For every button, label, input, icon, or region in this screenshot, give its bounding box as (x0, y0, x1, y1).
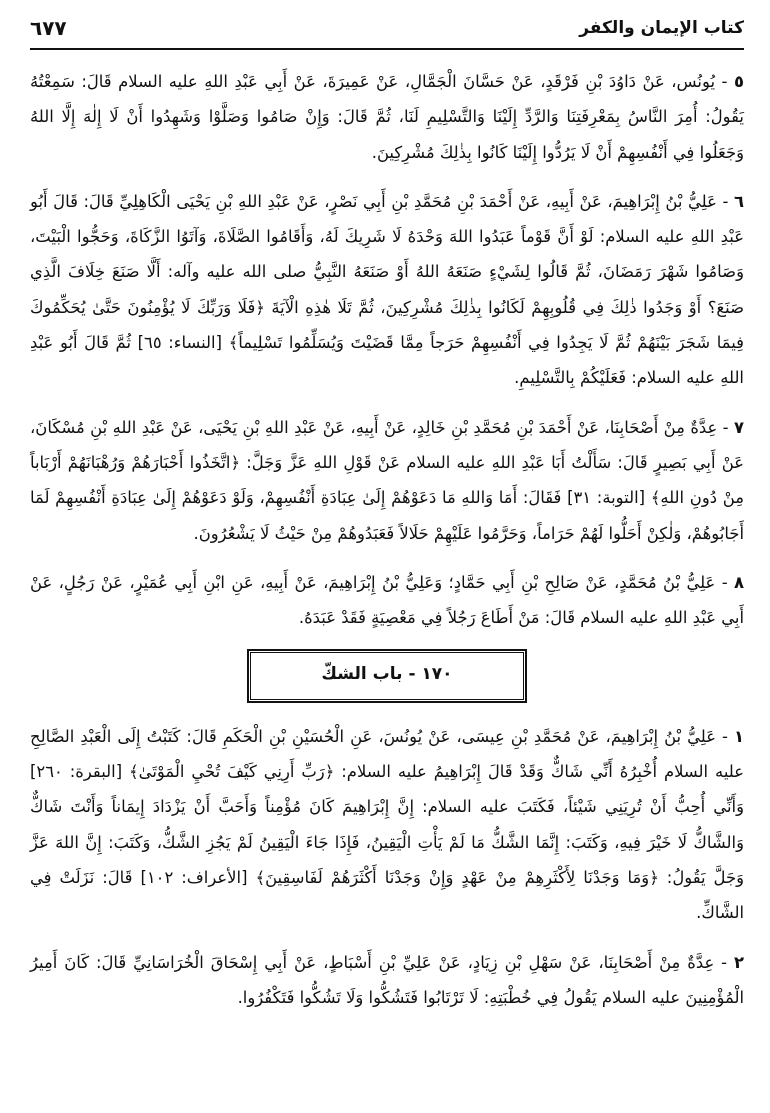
hadith-number: ٢ (733, 952, 744, 972)
hadith-number: ٧ (733, 417, 744, 437)
chapter-title: ١٧٠ - باب الشكّ (250, 652, 523, 699)
page-header (30, 14, 744, 50)
chapter-heading (30, 649, 744, 702)
hadith-number: ٦ (733, 191, 744, 211)
hadith-paragraph: ١ - عَلِيُّ بْنُ إِبْرَاهِيمَ، عَنْ مُحَمَّدِ بْنِ عِيسَى، عَنْ يُونُسَ، عَنِ الْحُسَيْنِ بْنِ الْحَكَمِ قَالَ: كَتَبْتُ إِلَى الْعَبْدِ الصَّالِحِ عليه السلام أُخْبِرُهُ أَنِّي شَاكٌّ وَقَدْ قَالَ إِبْرَاهِيمُ عليه السلام: ﴿رَبِّ أَرِنِي كَيْفَ تُحْيِ الْمَوْتَىٰ﴾ [البقرة: ٢٦٠] وَأَنِّي أُحِبُّ أَنْ تُرِيَنِي شَيْئاً، فَكَتَبَ عليه السلام: إِنَّ إِبْرَاهِيمَ كَانَ مُؤْمِناً وَأَحَبَّ أَنْ يَزْدَادَ إِيمَاناً وَأَنْتَ شَاكٌّ وَالشَّاكُّ لَا خَيْرَ فِيهِ، وَكَتَبَ: إِنَّمَا الشَّكُّ مَا لَمْ يَأْتِ الْيَقِينُ، فَإِذَا جَاءَ الْيَقِينُ لَمْ يَجُزِ الشَّكُّ، وَكَتَبَ: إِنَّ اللهَ عَزَّ وَجَلَّ يَقُولُ: ﴿وَمَا وَجَدْنَا لِأَكْثَرِهِمْ مِنْ عَهْدٍ وَإِنْ وَجَدْنَا أَكْثَرَهُمْ لَفَاسِقِينَ﴾ [الأعراف: ١٠٢] قَالَ: نَزَلَتْ فِي الشَّاكِّ. (30, 726, 745, 923)
page-body (30, 64, 744, 1029)
hadith-text: عِدَّةٌ مِنْ أَصْحَابِنَا، عَنْ سَهْلِ بْنِ زِيَادٍ، عَنْ عَلِيِّ بْنِ أَسْبَاطٍ، عَنْ أَبِي إِسْحَاقَ الْخُرَاسَانِيِّ قَالَ: كَانَ أَمِيرُ الْمُؤْمِنِينَ عليه السلام يَقُولُ فِي خُطْبَتِهِ: لَا تَرْتَابُوا فَتَشُكُّوا وَلَا تَشُكُّوا فَتَكْفُرُوا. (30, 952, 744, 1007)
chapter-frame (247, 649, 526, 702)
hadith-number: ١ (733, 726, 744, 746)
hadith-number: ٨ (733, 572, 744, 592)
hadith-text: يُونُس، عَنْ دَاوُدَ بْنِ فَرْقَدٍ، عَنْ حَسَّانَ الْجَمَّالِ، عَنْ عَمِيرَةَ، عَنْ أَبِي عَبْدِ اللهِ عليه السلام قَالَ: سَمِعْتُهُ يَقُولُ: أُمِرَ النَّاسُ بِمَعْرِفَتِنَا وَالرَّدِّ إِلَيْنَا وَالتَّسْلِيمِ لَنَا، ثُمَّ قَالَ: وَإِنْ صَامُوا وَصَلَّوْا وَشَهِدُوا أَنْ لَا إِلٰهَ إِلَّا اللهُ وَجَعَلُوا فِي أَنْفُسِهِمْ أَنْ لَا يَرُدُّوا إِلَيْنَا كَانُوا بِذٰلِكَ مُشْرِكِينَ. (30, 72, 744, 162)
hadith-text: عَلِيُّ بْنُ إِبْرَاهِيمَ، عَنْ أَبِيهِ، عَنْ أَحْمَدَ بْنِ مُحَمَّدِ بْنِ أَبِي نَصْرٍ، عَنْ عَبْدِ اللهِ بْنِ يَحْيَى الْكَاهِلِيِّ قَالَ: قَالَ أَبُو عَبْدِ اللهِ عليه السلام: لَوْ أَنَّ قَوْماً عَبَدُوا اللهَ وَحْدَهُ لَا شَرِيكَ لَهُ، وَأَقَامُوا الصَّلَاةَ، وَآتَوُا الزَّكَاةَ، وَحَجُّوا الْبَيْتَ، وَصَامُوا شَهْرَ رَمَضَانَ، ثُمَّ قَالُوا لِشَيْءٍ صَنَعَهُ اللهُ أَوْ صَنَعَهُ النَّبِيُّ صلى الله عليه وآله: أَلَّا صَنَعَ خِلَافَ الَّذِي صَنَعَ؟ أَوْ وَجَدُوا ذٰلِكَ فِي قُلُوبِهِمْ لَكَانُوا بِذٰلِكَ مُشْرِكِينَ، ثُمَّ تَلَا هٰذِهِ الْآيَةَ ﴿فَلَا وَرَبِّكَ لَا يُؤْمِنُونَ حَتَّىٰ يُحَكِّمُوكَ فِيمَا شَجَرَ بَيْنَهُمْ ثُمَّ لَا يَجِدُوا فِي أَنْفُسِهِمْ حَرَجاً مِمَّا قَضَيْتَ وَيُسَلِّمُوا تَسْلِيماً﴾ [النساء: ٦٥] ثُمَّ قَالَ أَبُو عَبْدِ اللهِ عليه السلام: فَعَلَيْكُمْ بِالتَّسْلِيمِ. (30, 191, 745, 388)
hadith-paragraph: ٢ - عِدَّةٌ مِنْ أَصْحَابِنَا، عَنْ سَهْلِ بْنِ زِيَادٍ، عَنْ عَلِيِّ بْنِ أَسْبَاطٍ، عَنْ أَبِي إِسْحَاقَ الْخُرَاسَانِيِّ قَالَ: كَانَ أَمِيرُ الْمُؤْمِنِينَ عليه السلام يَقُولُ فِي خُطْبَتِهِ: لَا تَرْتَابُوا فَتَشُكُّوا وَلَا تَشُكُّوا فَتَكْفُرُوا. (30, 952, 744, 1007)
hadith-paragraph: ٨ - عَلِيُّ بْنُ مُحَمَّدٍ، عَنْ صَالِحِ بْنِ أَبِي حَمَّادٍ؛ وَعَلِيُّ بْنُ إِبْرَاهِيمَ، عَنْ أَبِيهِ، عَنِ ابْنِ أَبِي عُمَيْرٍ، عَنْ رَجُلٍ، عَنْ أَبِي عَبْدِ اللهِ عليه السلام قَالَ: مَنْ أَطَاعَ رَجُلاً فِي مَعْصِيَةٍ فَقَدْ عَبَدَهُ. (30, 572, 744, 628)
hadith-text: عِدَّةٌ مِنْ أَصْحَابِنَا، عَنْ أَحْمَدَ بْنِ مُحَمَّدِ بْنِ خَالِدٍ، عَنْ أَبِيهِ، عَنْ عَبْدِ اللهِ بْنِ يَحْيَى، عَنْ عَبْدِ اللهِ بْنِ مُسْكَانَ، عَنْ أَبِي بَصِيرٍ قَالَ: سَأَلْتُ أَبَا عَبْدِ اللهِ عليه السلام عَنْ قَوْلِ اللهِ عَزَّ وَجَلَّ: ﴿اتَّخَذُوا أَحْبَارَهُمْ وَرُهْبَانَهُمْ أَرْبَاباً مِنْ دُونِ اللهِ﴾ [التوبة: ٣١] فَقَالَ: أَمَا وَاللهِ مَا دَعَوْهُمْ إِلَىٰ عِبَادَةِ أَنْفُسِهِمْ، وَلَوْ دَعَوْهُمْ إِلَىٰ عِبَادَةِ أَنْفُسِهِمْ لَمَا أَجَابُوهُمْ، وَلٰكِنْ أَحَلُّوا لَهُمْ حَرَاماً، وَحَرَّمُوا عَلَيْهِمْ حَلَالاً فَعَبَدُوهُمْ مِنْ حَيْثُ لَا يَشْعُرُونَ. (30, 417, 744, 543)
book-title: كتاب الإيمان والكفر (579, 18, 744, 38)
page-number: ٦٧٧ (30, 16, 67, 40)
hadith-number: ٥ (733, 72, 744, 91)
hadith-text: عَلِيُّ بْنُ مُحَمَّدٍ، عَنْ صَالِحِ بْنِ أَبِي حَمَّادٍ؛ وَعَلِيُّ بْنُ إِبْرَاهِيمَ، عَنْ أَبِيهِ، عَنِ ابْنِ أَبِي عُمَيْرٍ، عَنْ رَجُلٍ، عَنْ أَبِي عَبْدِ اللهِ عليه السلام قَالَ: مَنْ أَطَاعَ رَجُلاً فِي مَعْصِيَةٍ فَقَدْ عَبَدَهُ. (30, 572, 744, 628)
hadith-paragraph: ٧ - عِدَّةٌ مِنْ أَصْحَابِنَا، عَنْ أَحْمَدَ بْنِ مُحَمَّدِ بْنِ خَالِدٍ، عَنْ أَبِيهِ، عَنْ عَبْدِ اللهِ بْنِ يَحْيَى، عَنْ عَبْدِ اللهِ بْنِ مُسْكَانَ، عَنْ أَبِي بَصِيرٍ قَالَ: سَأَلْتُ أَبَا عَبْدِ اللهِ عليه السلام عَنْ قَوْلِ اللهِ عَزَّ وَجَلَّ: ﴿اتَّخَذُوا أَحْبَارَهُمْ وَرُهْبَانَهُمْ أَرْبَاباً مِنْ دُونِ اللهِ﴾ [التوبة: ٣١] فَقَالَ: أَمَا وَاللهِ مَا دَعَوْهُمْ إِلَىٰ عِبَادَةِ أَنْفُسِهِمْ، وَلَوْ دَعَوْهُمْ إِلَىٰ عِبَادَةِ أَنْفُسِهِمْ لَمَا أَجَابُوهُمْ، وَلٰكِنْ أَحَلُّوا لَهُمْ حَرَاماً، وَحَرَّمُوا عَلَيْهِمْ حَلَالاً فَعَبَدُوهُمْ مِنْ حَيْثُ لَا يَشْعُرُونَ. (30, 417, 744, 543)
hadith-paragraph: ٥ - يُونُس، عَنْ دَاوُدَ بْنِ فَرْقَدٍ، عَنْ حَسَّانَ الْجَمَّالِ، عَنْ عَمِيرَةَ، عَنْ أَبِي عَبْدِ اللهِ عليه السلام قَالَ: سَمِعْتُهُ يَقُولُ: أُمِرَ النَّاسُ بِمَعْرِفَتِنَا وَالرَّدِّ إِلَيْنَا وَالتَّسْلِيمِ لَنَا، ثُمَّ قَالَ: وَإِنْ صَامُوا وَصَلَّوْا وَشَهِدُوا أَنْ لَا إِلٰهَ إِلَّا اللهُ وَجَعَلُوا فِي أَنْفُسِهِمْ أَنْ لَا يَرُدُّوا إِلَيْنَا كَانُوا بِذٰلِكَ مُشْرِكِينَ. (30, 72, 744, 162)
hadith-paragraph: ٦ - عَلِيُّ بْنُ إِبْرَاهِيمَ، عَنْ أَبِيهِ، عَنْ أَحْمَدَ بْنِ مُحَمَّدِ بْنِ أَبِي نَصْرٍ، عَنْ عَبْدِ اللهِ بْنِ يَحْيَى الْكَاهِلِيِّ قَالَ: قَالَ أَبُو عَبْدِ اللهِ عليه السلام: لَوْ أَنَّ قَوْماً عَبَدُوا اللهَ وَحْدَهُ لَا شَرِيكَ لَهُ، وَأَقَامُوا الصَّلَاةَ، وَآتَوُا الزَّكَاةَ، وَحَجُّوا الْبَيْتَ، وَصَامُوا شَهْرَ رَمَضَانَ، ثُمَّ قَالُوا لِشَيْءٍ صَنَعَهُ اللهُ أَوْ صَنَعَهُ النَّبِيُّ صلى الله عليه وآله: أَلَّا صَنَعَ خِلَافَ الَّذِي صَنَعَ؟ أَوْ وَجَدُوا ذٰلِكَ فِي قُلُوبِهِمْ لَكَانُوا بِذٰلِكَ مُشْرِكِينَ، ثُمَّ تَلَا هٰذِهِ الْآيَةَ ﴿فَلَا وَرَبِّكَ لَا يُؤْمِنُونَ حَتَّىٰ يُحَكِّمُوكَ فِيمَا شَجَرَ بَيْنَهُمْ ثُمَّ لَا يَجِدُوا فِي أَنْفُسِهِمْ حَرَجاً مِمَّا قَضَيْتَ وَيُسَلِّمُوا تَسْلِيماً﴾ [النساء: ٦٥] ثُمَّ قَالَ أَبُو عَبْدِ اللهِ عليه السلام: فَعَلَيْكُمْ بِالتَّسْلِيمِ. (30, 191, 745, 388)
hadith-text: عَلِيُّ بْنُ إِبْرَاهِيمَ، عَنْ مُحَمَّدِ بْنِ عِيسَى، عَنْ يُونُسَ، عَنِ الْحُسَيْنِ بْنِ الْحَكَمِ قَالَ: كَتَبْتُ إِلَى الْعَبْدِ الصَّالِحِ عليه السلام أُخْبِرُهُ أَنِّي شَاكٌّ وَقَدْ قَالَ إِبْرَاهِيمُ عليه السلام: ﴿رَبِّ أَرِنِي كَيْفَ تُحْيِ الْمَوْتَىٰ﴾ [البقرة: ٢٦٠] وَأَنِّي أُحِبُّ أَنْ تُرِيَنِي شَيْئاً، فَكَتَبَ عليه السلام: إِنَّ إِبْرَاهِيمَ كَانَ مُؤْمِناً وَأَحَبَّ أَنْ يَزْدَادَ إِيمَاناً وَأَنْتَ شَاكٌّ وَالشَّاكُّ لَا خَيْرَ فِيهِ، وَكَتَبَ: إِنَّمَا الشَّكُّ مَا لَمْ يَأْتِ الْيَقِينُ، فَإِذَا جَاءَ الْيَقِينُ لَمْ يَجُزِ الشَّكُّ، وَكَتَبَ: إِنَّ اللهَ عَزَّ وَجَلَّ يَقُولُ: ﴿وَمَا وَجَدْنَا لِأَكْثَرِهِمْ مِنْ عَهْدٍ وَإِنْ وَجَدْنَا أَكْثَرَهُمْ لَفَاسِقِينَ﴾ [الأعراف: ١٠٢] قَالَ: نَزَلَتْ فِي الشَّاكِّ. (30, 726, 745, 923)
